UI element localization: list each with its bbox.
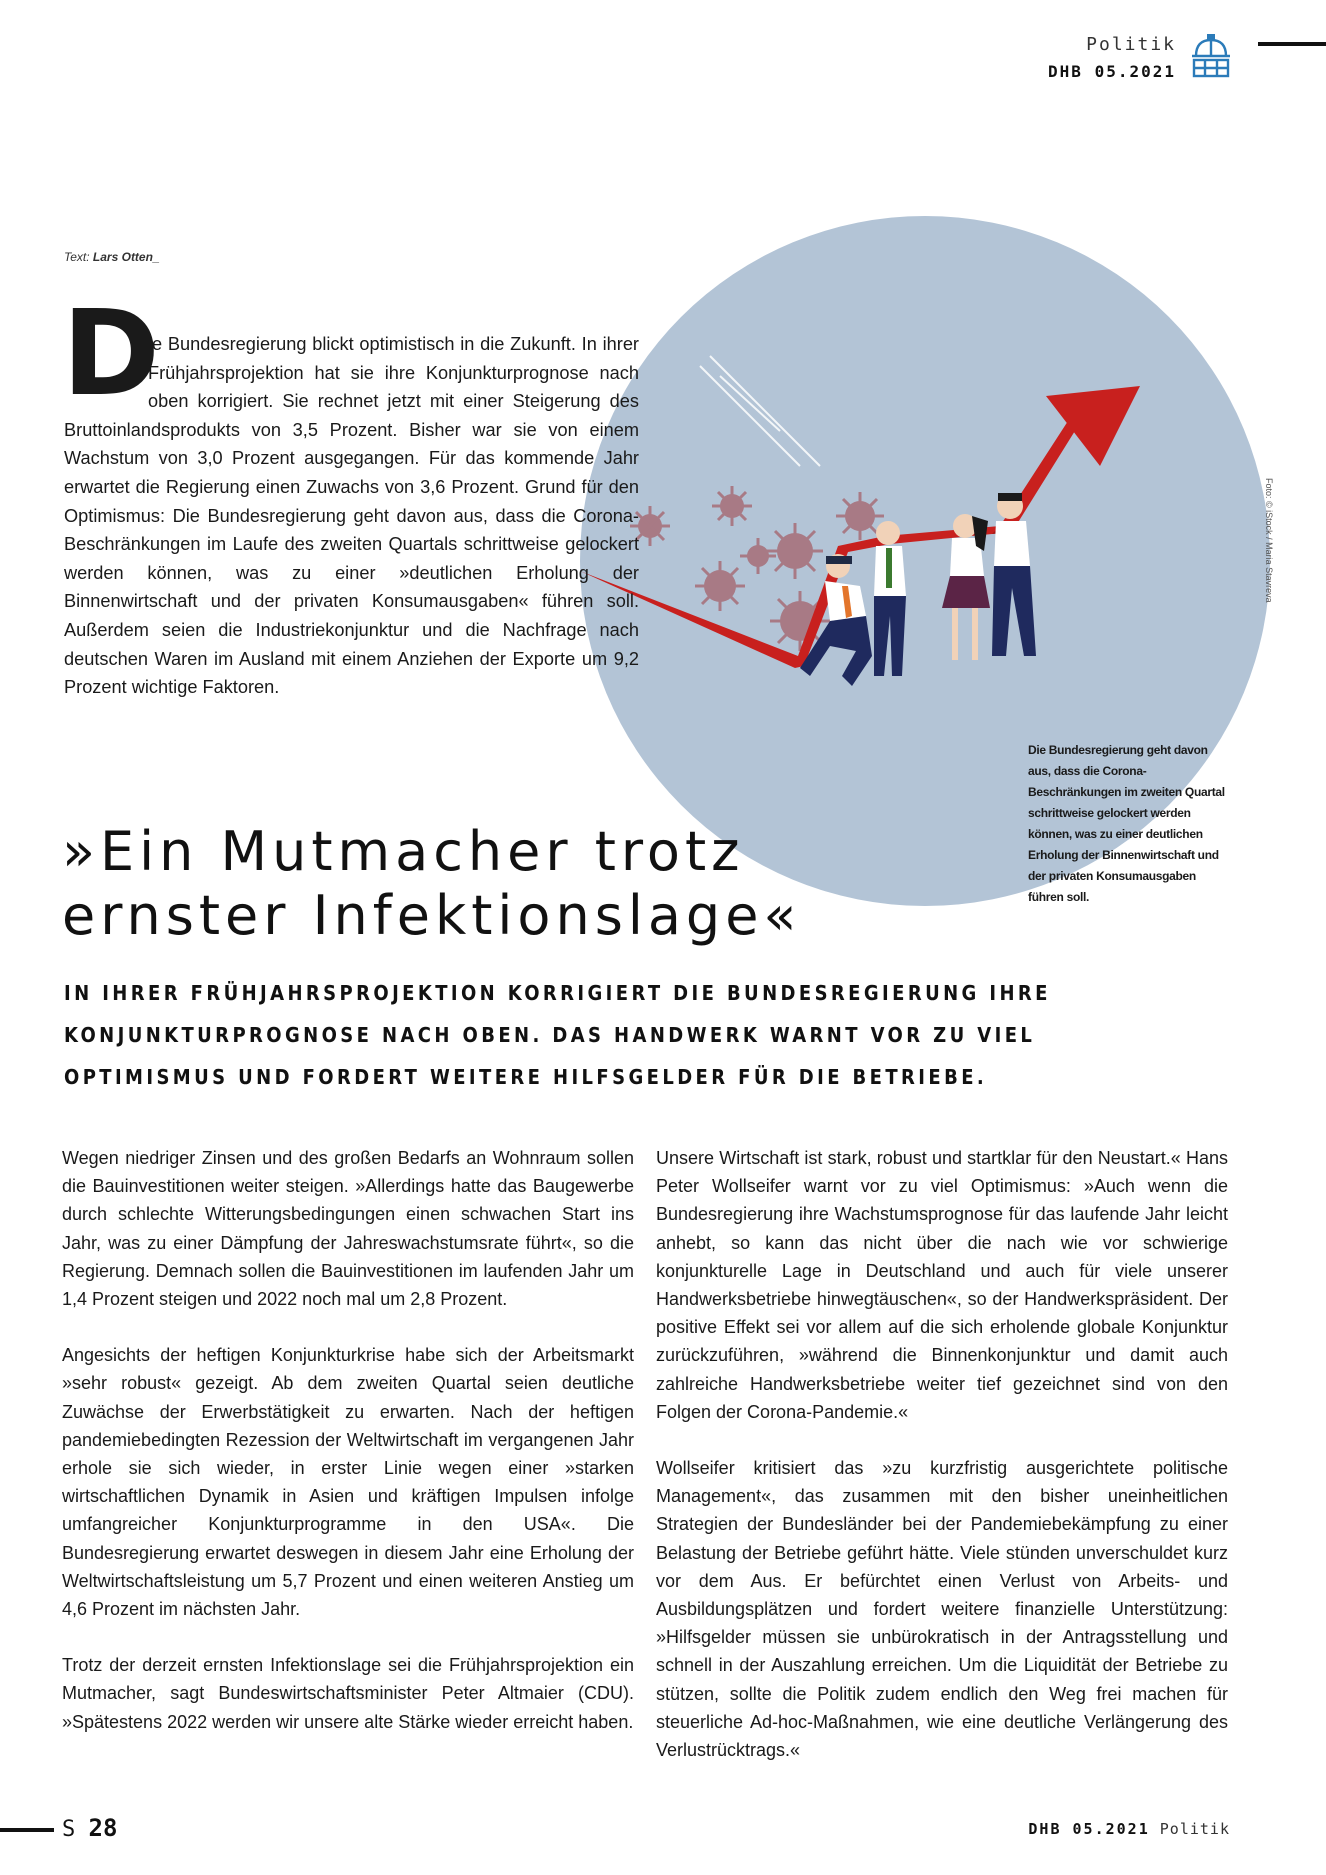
photo-credit: Foto: © iStock / Maria Stavreva xyxy=(1264,478,1274,603)
page-number-value: 28 xyxy=(88,1814,118,1842)
body-paragraph: Wollseifer kritisiert das »zu kurzfristig ausgerichtete politische Management«, das zusammen mit den bisher uneinheitlichen Strategien der Bundesländer bei der Pandemiebekämpfung zu einer Belastung der Betriebe geführt hätte. Viele stünden unverschuldet kurz vor dem Aus. Er befürchtet einen Verlust von Arbeits- und Ausbildungsplätzen und fordert weitere finanzielle Unterstützung: »Hilfsgelder müssen sie unbürokratisch in der Antragsstellung und schnell in der Auszahlung erreichen. Um die Liquidität der Betriebe zu stützen, sollte die Politik zudem endlich den Weg frei machen für steuerliche Ad-hoc-Maßnahmen, wie eine deutliche Verlängerung des Verlustrücktrags.« xyxy=(656,1458,1228,1761)
page-number xyxy=(62,1814,117,1842)
body-paragraph: Unsere Wirtschaft ist stark, robust und startklar für den Neustart.« Hans Peter Wollseifer warnt vor zu viel Optimismus: »Auch wenn die Bundesregierung ihre Wachstumsprognose für das laufende Jahr leicht anhebt, so kann das nicht über die nach wie vor schwierige konjunkturelle Lage in Deutschland und auch für viele unserer Handwerksbetriebe hinwegtäuschen«, so der Handwerkspräsident. Der positive Effekt sei vor allem auf die sich erholende globale Konjunktur zurückzuführen, »während die Binnenkonjunktur und damit auch zahlreiche Handwerksbetriebe weiter tief gezeichnet sind von den Folgen der Corona-Pandemie.« xyxy=(656,1148,1228,1422)
teaser: IN IHRER FRÜHJAHRSPROJEKTION KORRIGIERT DIE BUNDESREGIERUNG IHRE KONJUNKTURPROGNOSE NACH OBEN. DAS HANDWERK WARNT VOR ZU VIEL OPTIMISMUS UND FORDERT WEITERE HILFSGELDER FÜR DIE BETRIEBE. xyxy=(64,981,1051,1089)
page-prefix: S xyxy=(62,1817,76,1842)
body-column-right xyxy=(656,1144,1228,1792)
svg-text:D: D xyxy=(62,284,160,422)
virus-2 xyxy=(712,486,752,526)
body-paragraph: Trotz der derzeit ernsten Infektionslage sei die Frühjahrsprojektion ein Mutmacher, sagt Bundeswirtschaftsminister Peter Altmaier (CDU). »Spätestens 2022 werden wir unsere alte Stärke wieder erreicht haben. xyxy=(62,1655,634,1732)
body-column-left xyxy=(62,1144,634,1764)
body-paragraph: Wegen niedriger Zinsen und des großen Bedarfs an Wohnraum sollen die Bauinvestitionen weiter steigen. »Allerdings hatte das Baugewerbe durch schlechte Witterungsbedingungen einen schwachen Start ins Jahr, was zu einer Dämpfung der Jahreswachstumsrate führt«, so die Regierung. Demnach sollen die Bauinvestitionen im laufenden Jahr um 1,4 Prozent steigen und 2022 noch mal um 2,8 Prozent. xyxy=(62,1148,634,1310)
virus-5 xyxy=(695,561,745,611)
footer-section: Politik xyxy=(1159,1820,1230,1838)
headline xyxy=(62,820,1022,948)
footer-issue-label: DHB 05.2021 xyxy=(1028,1820,1150,1838)
header-rule xyxy=(1258,42,1326,46)
hard-hat-building-icon xyxy=(1190,34,1232,78)
byline xyxy=(64,250,160,264)
headline-line-2: ernster Infektionslage« xyxy=(62,884,802,947)
image-caption: Die Bundesregierung geht davon aus, dass die Corona-Beschränkungen im zweiten Quartal schrittweise gelockert werden können, was zu einer deutlichen Erholung der Binnenwirtschaft und der privaten Konsumausgaben führen soll. xyxy=(1028,743,1225,904)
body-paragraph: Angesichts der heftigen Konjunkturkrise habe sich der Arbeitsmarkt »sehr robust« gezeigt. Ab dem zweiten Quartal seien deutliche Zuwächse der Erwerbstätigkeit zu erwarten. Nach der heftigen pandemiebedingten Rezession der Weltwirtschaft im vergangenen Jahr erhole sie sich wieder, in erster Linie wegen einer »starken wirtschaftlichen Dynamik in Asien und kräftigen Impulsen infolge umfangreicher Konjunkturprogramme in den USA«. Die Bundesregierung erwartet deswegen in diesem Jahr eine Erholung der Weltwirtschaftsleistung um 5,7 Prozent und einen weiteren Anstieg um 4,6 Prozent im nächsten Jahr. xyxy=(62,1345,634,1620)
drop-cap-spacer xyxy=(64,316,148,400)
byline-author: Lars Otten_ xyxy=(92,250,160,264)
header-section: Politik xyxy=(1086,34,1176,55)
headline-line-1: »Ein Mutmacher trotz xyxy=(62,820,745,883)
lead-text: ie Bundesregierung blickt optimistisch in die Zukunft. In ihrer Frühjahrsprojektion hat sie ihre Konjunkturprognose nach oben korrigiert. Sie rechnet jetzt mit einer Steigerung des Bruttoinlandsprodukts von 3,5 Prozent. Bisher war sie von einem Wachstum von 3,0 Prozent ausgegangen. Für das kommende Jahr erwartet die Regierung einen Zuwachs von 3,6 Prozent. Grund für den Optimismus: Die Bundesregierung geht davon aus, dass die Corona-Beschränkungen im Laufe des zweiten Quartals schrittweise gelockert werden können, was zu einer »deutlichen Erholung der Binnenwirtschaft und der privaten Konsumausgaben« führen soll. Außerdem seien die Industriekonjunktur und die Nachfrage nach deutschen Waren im Ausland mit einem Anziehen der Exporte um 9,2 Prozent wichtige Faktoren. xyxy=(64,334,639,698)
virus-3 xyxy=(767,523,823,579)
header-issue: DHB 05.2021 xyxy=(1048,62,1176,81)
byline-prefix: Text: xyxy=(64,250,90,264)
lead-paragraph xyxy=(64,330,639,702)
footer-rule xyxy=(0,1828,54,1832)
footer-issue xyxy=(1028,1820,1230,1838)
